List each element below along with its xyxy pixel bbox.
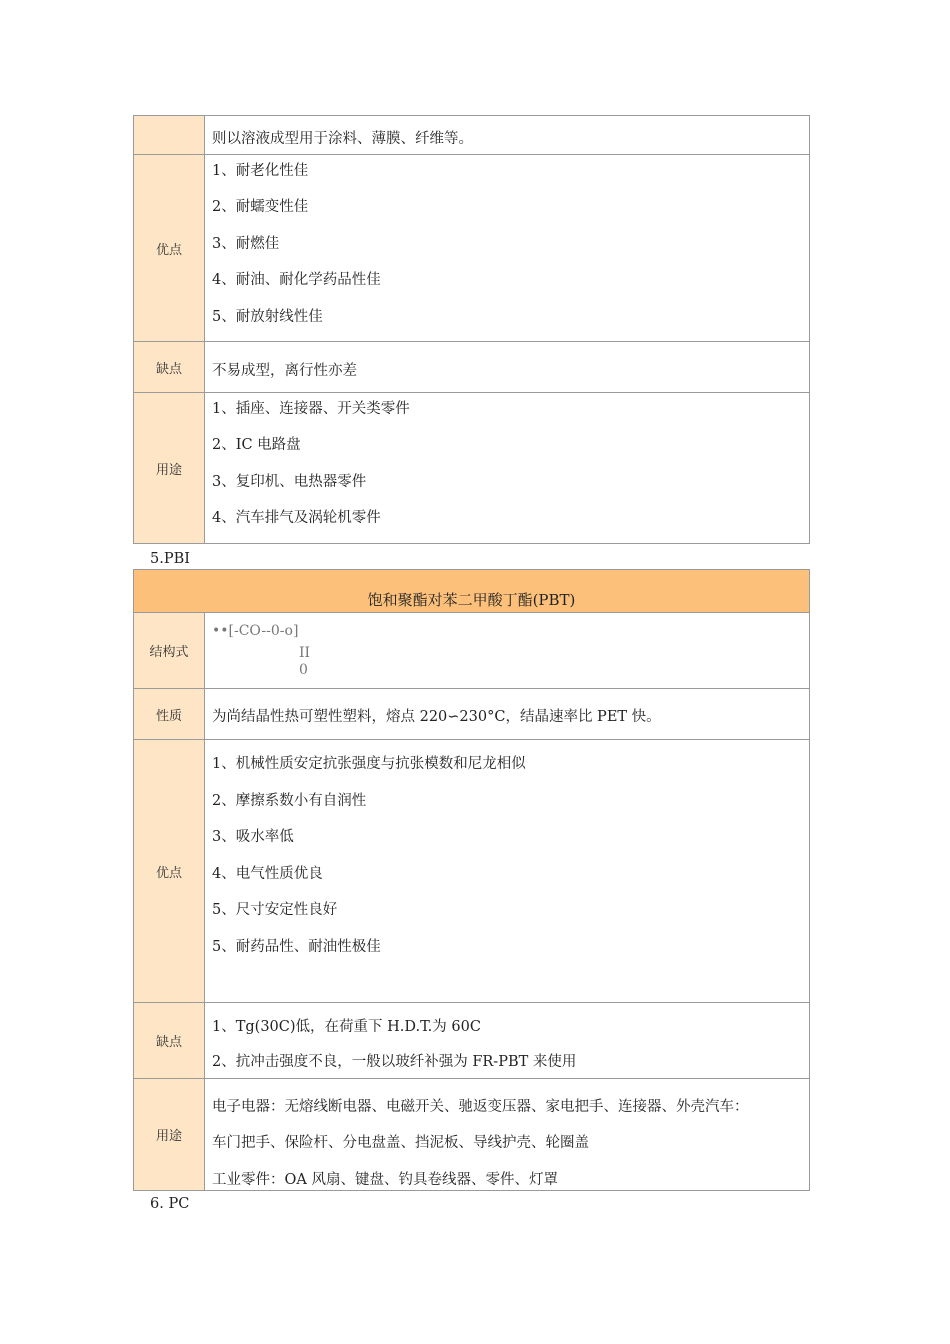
advantages-cell (205, 739, 810, 1003)
continuation-text: 则以溶液成型用于涂料、薄膜、纤维等。 (212, 131, 473, 147)
list-item: 2、摩擦系数小有自润性 (212, 793, 367, 809)
section-heading-pc: 6. PC (150, 1196, 190, 1212)
row-label-empty (133, 115, 205, 155)
list-item: 1、耐老化性佳 (212, 163, 309, 179)
list-item: 2、抗冲击强度不良，一般以玻纤补强为 FR-PBT 来使用 (212, 1054, 577, 1070)
list-item: 4、耐油、耐化学药品性佳 (212, 272, 381, 288)
disadvantages-label: 缺点 (133, 1002, 205, 1079)
list-item: 1、插座、连接器、开关类零件 (212, 401, 410, 417)
structure-formula-line: II (299, 645, 311, 661)
disadvantages-label: 缺点 (133, 341, 205, 393)
structure-cell (205, 612, 810, 689)
disadvantages-text: 不易成型，离行性亦差 (212, 363, 357, 379)
list-item: 电子电器：无熔线断电器、电磁开关、驰返变压器、家电把手、连接器、外壳汽车： (212, 1099, 749, 1115)
properties-cell (205, 688, 810, 740)
list-item: 3、耐燃佳 (212, 236, 280, 252)
list-item: 1、Tg(30C)低，在荷重下 H.D.T.为 60C (212, 1019, 481, 1035)
uses-cell (205, 1078, 810, 1191)
list-item: 工业零件：OA 风扇、键盘、钓具卷线器、零件、灯罩 (212, 1172, 558, 1188)
properties-label: 性质 (133, 688, 205, 740)
disadvantages-cell (205, 341, 810, 393)
list-item: 3、吸水率低 (212, 829, 294, 845)
list-item: 4、汽车排气及涡轮机零件 (212, 510, 381, 526)
list-item: 车门把手、保险杆、分电盘盖、挡泥板、导线护壳、轮圈盖 (212, 1135, 589, 1151)
uses-cell (205, 392, 810, 544)
list-item: 4、电气性质优良 (212, 866, 323, 882)
advantages-label: 优点 (133, 154, 205, 342)
list-item: 2、耐蠕变性佳 (212, 199, 309, 215)
structure-formula-line: 0 (299, 662, 308, 678)
row-text-continuation (205, 115, 810, 155)
list-item: 2、IC 电路盘 (212, 437, 301, 453)
advantages-label: 优点 (133, 739, 205, 1003)
list-item: 3、复印机、电热器零件 (212, 474, 367, 490)
list-item: 1、机械性质安定抗张强度与抗张模数和尼龙相似 (212, 756, 526, 772)
uses-label: 用途 (133, 1078, 205, 1191)
properties-text: 为尚结晶性热可塑性塑料，熔点 220∽230°C，结晶速率比 PET 快。 (212, 709, 661, 725)
section-heading-pbi: 5.PBI (150, 551, 190, 567)
list-item: 5、耐放射线性佳 (212, 309, 323, 325)
list-item: 5、耐药品性、耐油性极佳 (212, 939, 381, 955)
structure-label: 结构式 (133, 612, 205, 689)
structure-formula-line: ••[-CO--0-o] (212, 623, 299, 639)
advantages-cell (205, 154, 810, 342)
list-item: 5、尺寸安定性良好 (212, 902, 338, 918)
uses-label: 用途 (133, 392, 205, 544)
table-title: 饱和聚酯对苯二甲酸丁酯(PBT) (133, 569, 810, 613)
disadvantages-cell (205, 1002, 810, 1079)
